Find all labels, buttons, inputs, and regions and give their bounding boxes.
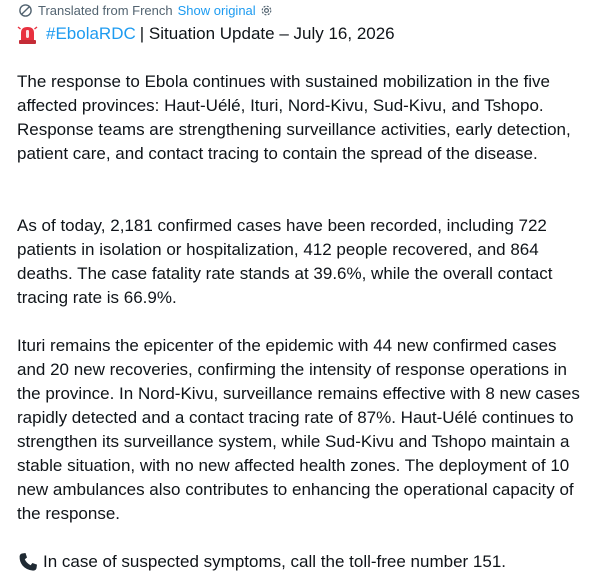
paragraph-provinces: Ituri remains the epicenter of the epidemic with 44 new confirmed cases and 20 new recoveries, confirming the intensity of response operations in the province. In Nord-Kivu, surveillance remains effective with 8 new cases rapidly detected and a contact tracing rate of 87%. Haut-Uélé continues to strengthen its surveillance system, while Sud-Kivu and Tshopo maintain a stable situation, with no new affected health zones. The deployment of 10 new ambulances also contributes to enhancing the operational capacity of the response. [17, 336, 580, 523]
post-headline [17, 22, 395, 46]
siren-icon [17, 24, 38, 45]
hotline-notice [17, 550, 506, 574]
gear-icon[interactable] [260, 4, 273, 17]
paragraph-statistics: As of today, 2,181 confirmed cases have been recorded, including 722 patients in isolation or hospitalization, 412 people recovered, and 864 deaths. The case fatality rate stands at 39.6%, while the overall contact tracing rate is 66.9%. [17, 216, 553, 307]
phone-icon [17, 551, 39, 573]
translation-notice [18, 1, 273, 19]
translate-icon [18, 3, 33, 18]
hashtag-link[interactable]: #EbolaRDC [46, 24, 136, 43]
paragraph-response: The response to Ebola continues with sustained mobilization in the five affected provinces: Haut-Uélé, Ituri, Nord-Kivu, Sud-Kivu, and Tshopo. Response teams are strengthening surveillance activities, early detection, patient care, and contact tracing to contain the spread of the disease. [17, 72, 571, 163]
headline-text: | Situation Update – July 16, 2026 [139, 24, 395, 43]
translation-label: Translated from French [38, 2, 173, 18]
hotline-text: In case of suspected symptoms, call the toll-free number 151. [43, 552, 507, 571]
show-original-link[interactable]: Show original [177, 2, 256, 18]
